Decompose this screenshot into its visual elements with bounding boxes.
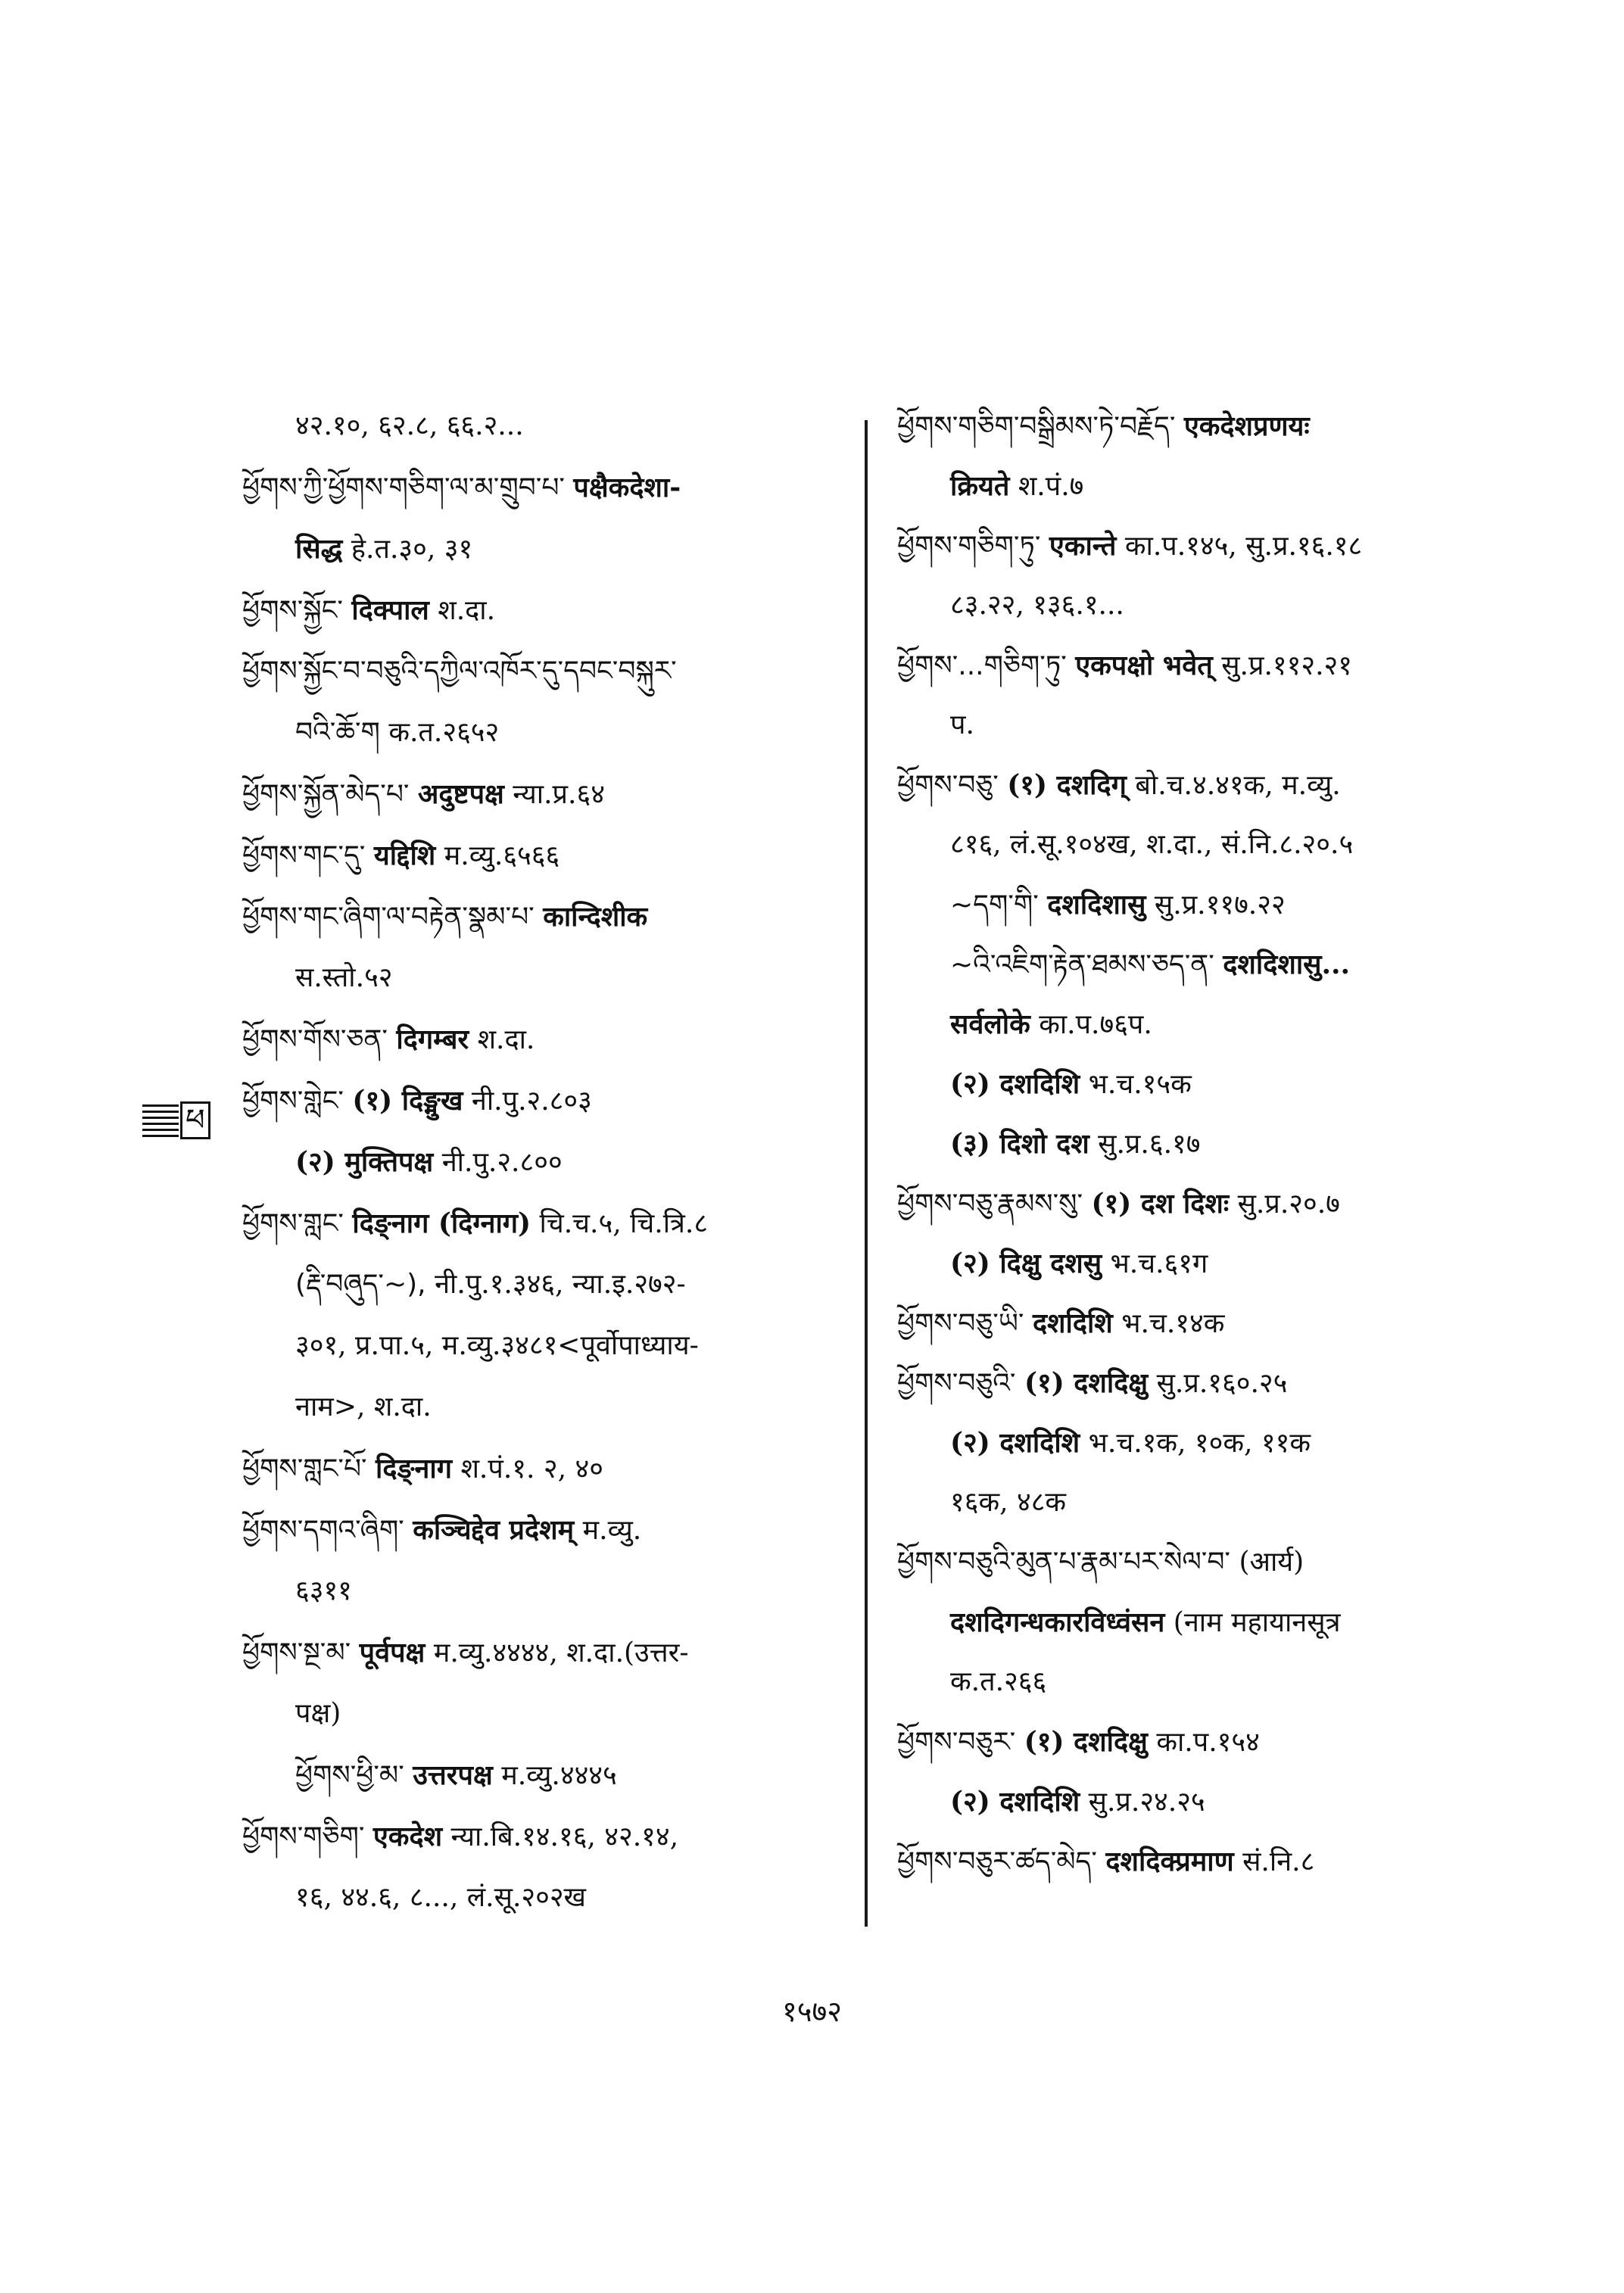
reference: म.व्यु.६५६६ bbox=[444, 840, 560, 871]
reference: हे.त.३०, ३१ bbox=[351, 534, 473, 565]
reference: नाम>, श.दा. bbox=[295, 1391, 432, 1422]
dictionary-line bbox=[897, 887, 1286, 923]
dictionary-line bbox=[897, 1007, 1152, 1042]
dictionary-line bbox=[897, 1605, 1340, 1640]
translation: (१) दशदिक्षु bbox=[1024, 1367, 1149, 1399]
reference: का.प.१५४ bbox=[1156, 1727, 1260, 1758]
dictionary-line bbox=[897, 1126, 1200, 1162]
dictionary-line bbox=[897, 947, 1350, 983]
reference: सं.नि.८ bbox=[1242, 1846, 1315, 1877]
dictionary-line bbox=[897, 827, 1353, 862]
dictionary-line bbox=[897, 409, 1310, 444]
translation: दिङ्नाग bbox=[376, 1453, 452, 1485]
dictionary-line bbox=[897, 1784, 1205, 1820]
dictionary-line bbox=[897, 1306, 1224, 1341]
translation: एकपक्षो भवेत् bbox=[1075, 650, 1213, 681]
reference: (आर्य) bbox=[1239, 1547, 1304, 1578]
translation: पक्षैकदेशा- bbox=[573, 472, 681, 503]
dictionary-line bbox=[242, 1880, 586, 1915]
headword: ཕྱོགས་བཅུ་ bbox=[897, 770, 999, 801]
translation: दशदिगन्धकारविध्वंसन bbox=[950, 1606, 1165, 1638]
headword: ཕྱོགས་བཅུར་ཚད་མེད་ bbox=[897, 1846, 1097, 1877]
translation: (२) मुक्तिपक्ष bbox=[295, 1146, 434, 1178]
translation: (२) दशदिशि bbox=[950, 1068, 1080, 1100]
page-number: १५७२ bbox=[781, 1995, 843, 2028]
reference: (नाम महायानसूत्र bbox=[1173, 1607, 1341, 1638]
reference: चि.च.५, चि.त्रि.८ bbox=[539, 1208, 709, 1239]
translation: (२) दशदिशि bbox=[950, 1427, 1080, 1459]
headword: ཕྱོགས་གླང་ bbox=[242, 1208, 344, 1239]
reference: ८१६, लं.सू.१०४ख, श.दा., सं.नि.८.२०.५ bbox=[950, 829, 1354, 860]
reference: स.स्तो.५२ bbox=[295, 962, 393, 993]
dictionary-line bbox=[242, 1758, 617, 1793]
dictionary-line bbox=[897, 1067, 1192, 1102]
section-marker-letter: ཕ bbox=[180, 1101, 210, 1139]
reference: ८३.२२, १३६.१... bbox=[950, 590, 1124, 621]
headword: ཕྱོགས་བཅུའི་མུན་པ་རྣམ་པར་སེལ་བ་ bbox=[897, 1547, 1230, 1578]
dictionary-line bbox=[242, 1635, 689, 1671]
dictionary-line bbox=[242, 777, 605, 812]
dictionary-line bbox=[242, 1574, 352, 1609]
reference: श.पं.७ bbox=[1018, 471, 1084, 502]
reference: नी.पु.२.८०० bbox=[441, 1147, 563, 1178]
headword: ཕྱོགས་བཅུ་རྣམས་སུ་ bbox=[897, 1189, 1083, 1220]
translation: उत्तरपक्ष bbox=[413, 1759, 493, 1791]
dictionary-line bbox=[242, 1819, 678, 1855]
translation: कान्दिशीक bbox=[543, 901, 648, 933]
reference: श.दा. bbox=[438, 595, 496, 626]
reference: नी.पु.१.३४६, न्या.इ.२७२- bbox=[435, 1269, 686, 1300]
dictionary-line bbox=[242, 1451, 603, 1487]
reference: न्या.प्र.६४ bbox=[513, 779, 605, 810]
headword: (རྡི་བཞུད་~), bbox=[295, 1269, 426, 1300]
translation: (१) दशदिक्षु bbox=[1024, 1726, 1148, 1758]
headword: ཕྱོགས་གཅིག་ bbox=[242, 1821, 365, 1852]
dictionary-line bbox=[897, 1425, 1311, 1461]
dictionary-line bbox=[242, 1267, 686, 1302]
reference: श.दा. bbox=[477, 1024, 535, 1055]
headword: ཕྱོགས་གང་དུ་ bbox=[242, 840, 366, 871]
reference: प. bbox=[950, 709, 974, 740]
reference: ६३११ bbox=[295, 1575, 352, 1606]
reference: सु.प्र.२०.७ bbox=[1237, 1189, 1340, 1220]
headword: ཕྱོགས་ཕྱི་མ་ bbox=[295, 1760, 404, 1791]
dictionary-line bbox=[242, 838, 560, 874]
translation: दशदिशासु... bbox=[1223, 949, 1351, 980]
headword: བའི་ཆོ་ག bbox=[295, 717, 380, 748]
reference: क.त.२६५२ bbox=[388, 717, 500, 748]
dictionary-line bbox=[897, 469, 1083, 504]
reference: सु.प्र.६.१७ bbox=[1098, 1129, 1201, 1160]
reference: बो.च.४.४१क, म.व्यु. bbox=[1135, 770, 1341, 801]
headword: ཕྱོགས་...གཅིག་ཏུ་ bbox=[897, 650, 1067, 681]
dictionary-line bbox=[242, 715, 499, 750]
dictionary-line bbox=[897, 1724, 1260, 1760]
dictionary-line bbox=[242, 531, 472, 567]
reference: सु.प्र.११७.२२ bbox=[1154, 889, 1286, 921]
reference: क.त.२६६ bbox=[950, 1666, 1047, 1697]
dictionary-line bbox=[897, 1246, 1208, 1282]
reference: सु.प्र.११२.२१ bbox=[1221, 650, 1352, 681]
headword: ཕྱོགས་བཅུ་ཡི་ bbox=[897, 1308, 1024, 1339]
reference: भ.च.१४क bbox=[1121, 1308, 1225, 1339]
dictionary-line bbox=[897, 648, 1352, 684]
headword: ཕྱོགས་སྐྱོན་མེད་པ་ bbox=[242, 779, 410, 810]
dictionary-line bbox=[242, 1513, 641, 1548]
translation: एकदेश bbox=[372, 1821, 443, 1852]
reference: भ.च.६१ग bbox=[1110, 1248, 1208, 1279]
translation: दिगम्बर bbox=[396, 1023, 469, 1055]
reference: म.व्यु.४४४५ bbox=[501, 1760, 617, 1791]
section-marker bbox=[142, 1101, 218, 1141]
dictionary-line bbox=[897, 1366, 1287, 1401]
reference: भ.च.१क, १०क, ११क bbox=[1088, 1428, 1311, 1459]
dictionary-line bbox=[242, 1390, 432, 1425]
dictionary-line bbox=[242, 899, 647, 935]
dictionary-line bbox=[242, 654, 677, 689]
translation: (१) दश दिशः bbox=[1091, 1188, 1230, 1220]
translation: (२) दशदिशि bbox=[950, 1786, 1080, 1818]
dictionary-line bbox=[242, 1329, 699, 1363]
headword: ཕྱོགས་བཅུའི་ bbox=[897, 1368, 1016, 1399]
headword: ཕྱོགས་གླེང་ bbox=[242, 1086, 344, 1117]
dictionary-line bbox=[897, 1485, 1066, 1520]
headword: ཕྱོགས་བཅུར་ bbox=[897, 1727, 1016, 1758]
translation: सिद्ध bbox=[295, 533, 343, 565]
headword: ཕྱོགས་གཅིག་ཏུ་ bbox=[897, 531, 1041, 562]
headword: ཕྱོགས་སྐྱོང་ bbox=[242, 595, 343, 626]
translation: दिक्पाल bbox=[351, 594, 429, 626]
translation: (२) दिक्षु दशसु bbox=[950, 1248, 1102, 1279]
translation: सर्वलोके bbox=[950, 1008, 1030, 1040]
reference: भ.च.१५क bbox=[1088, 1069, 1192, 1100]
headword: ཕྱོགས་དགའ་ཞིག་ bbox=[242, 1515, 404, 1546]
column-divider bbox=[865, 420, 868, 1927]
reference: सु.प्र.१६०.२५ bbox=[1156, 1368, 1288, 1399]
reference: ४२.१०, ६२.८, ६६.२... bbox=[295, 410, 524, 441]
dictionary-line bbox=[897, 768, 1341, 803]
translation: कञ्चिद्देव प्रदेशम् bbox=[413, 1514, 575, 1546]
translation: दशदिशि bbox=[1032, 1307, 1113, 1339]
dictionary-line bbox=[897, 1545, 1304, 1580]
headword: ཕྱོགས་སྔ་མ་ bbox=[242, 1637, 351, 1668]
translation: पूर्वपक्ष bbox=[359, 1637, 425, 1668]
headword: ཕྱོགས་ཀྱི་ཕྱོགས་གཅིག་ལ་མ་གྲུབ་པ་ bbox=[242, 472, 565, 503]
headword: ཕྱོགས་སྐྱོང་བ་བཅུའི་དཀྱིལ་འཁོར་དུ་དབང་བསྐུར་ bbox=[242, 656, 677, 687]
translation: (३) दिशो दश bbox=[950, 1128, 1089, 1160]
translation: अदुष्टपक्ष bbox=[417, 778, 504, 810]
translation: क्रियते bbox=[950, 470, 1010, 502]
dictionary-line bbox=[897, 1844, 1314, 1880]
dictionary-line bbox=[242, 1145, 563, 1180]
headword: ཕྱོགས་གང་ཞིག་ལ་བརྟེན་སྣམ་པ་ bbox=[242, 902, 535, 933]
translation: एकान्ते bbox=[1049, 530, 1117, 562]
translation: यद्दिशि bbox=[373, 840, 436, 871]
reference: म.व्यु.४४४४, श.दा.(उत्तर- bbox=[433, 1637, 689, 1668]
dictionary-line bbox=[242, 593, 495, 628]
translation: दशदिक्प्रमाण bbox=[1105, 1846, 1234, 1877]
reference: १६क, ४८क bbox=[950, 1487, 1067, 1518]
headword: ཕྱོགས་གོས་ཅན་ bbox=[242, 1024, 388, 1055]
reference: म.व्यु. bbox=[582, 1515, 642, 1546]
headword: ~འི་འཇིག་རྟེན་ཐམས་ཅད་ན་ bbox=[950, 949, 1214, 980]
reference: न्या.बि.१४.१६, ४२.१४, bbox=[450, 1821, 679, 1852]
dictionary-line bbox=[242, 1083, 592, 1119]
translation: (१) दिङ्मुख bbox=[352, 1085, 463, 1117]
reference: का.प.७६प. bbox=[1039, 1009, 1152, 1040]
reference: १६, ४४.६, ८..., लं.सू.२०२ख bbox=[295, 1882, 586, 1913]
reference: ३०१, प्र.पा.५, म.व्यु.३४८१<पूर्वोपाध्याय- bbox=[295, 1330, 699, 1361]
dictionary-line bbox=[897, 708, 974, 743]
section-marker-bars bbox=[142, 1104, 179, 1138]
reference: श.पं.१. २, ४० bbox=[460, 1453, 603, 1485]
reference: सु.प्र.२४.२५ bbox=[1088, 1787, 1205, 1818]
dictionary-line bbox=[242, 1022, 535, 1058]
dictionary-line bbox=[242, 961, 393, 995]
dictionary-line bbox=[897, 588, 1124, 623]
headword: ~དག་གི་ bbox=[950, 889, 1039, 921]
dictionary-line bbox=[242, 409, 524, 444]
translation: दिङ्नाग (दिग्नाग) bbox=[352, 1207, 531, 1239]
dictionary-line bbox=[242, 1696, 341, 1731]
translation: एकदेशप्रणयः bbox=[1183, 410, 1310, 442]
headword: ཕྱོགས་གཅིག་བསྒྲིམས་ཏེ་བརྗོད་ bbox=[897, 411, 1176, 442]
dictionary-line bbox=[897, 1186, 1340, 1222]
headword: ཕྱོགས་གླང་པོ་ bbox=[242, 1453, 367, 1485]
reference: का.प.१४५, सु.प्र.१६.१८ bbox=[1124, 531, 1363, 562]
dictionary-line bbox=[242, 1206, 708, 1242]
reference: नी.पु.२.८०३ bbox=[471, 1086, 592, 1117]
dictionary-line bbox=[242, 470, 681, 506]
translation: (१) दशदिग् bbox=[1007, 769, 1127, 801]
translation: दशदिशासु bbox=[1047, 889, 1146, 921]
dictionary-line bbox=[897, 528, 1362, 564]
dictionary-line bbox=[897, 1665, 1046, 1699]
reference: पक्ष) bbox=[295, 1698, 341, 1729]
